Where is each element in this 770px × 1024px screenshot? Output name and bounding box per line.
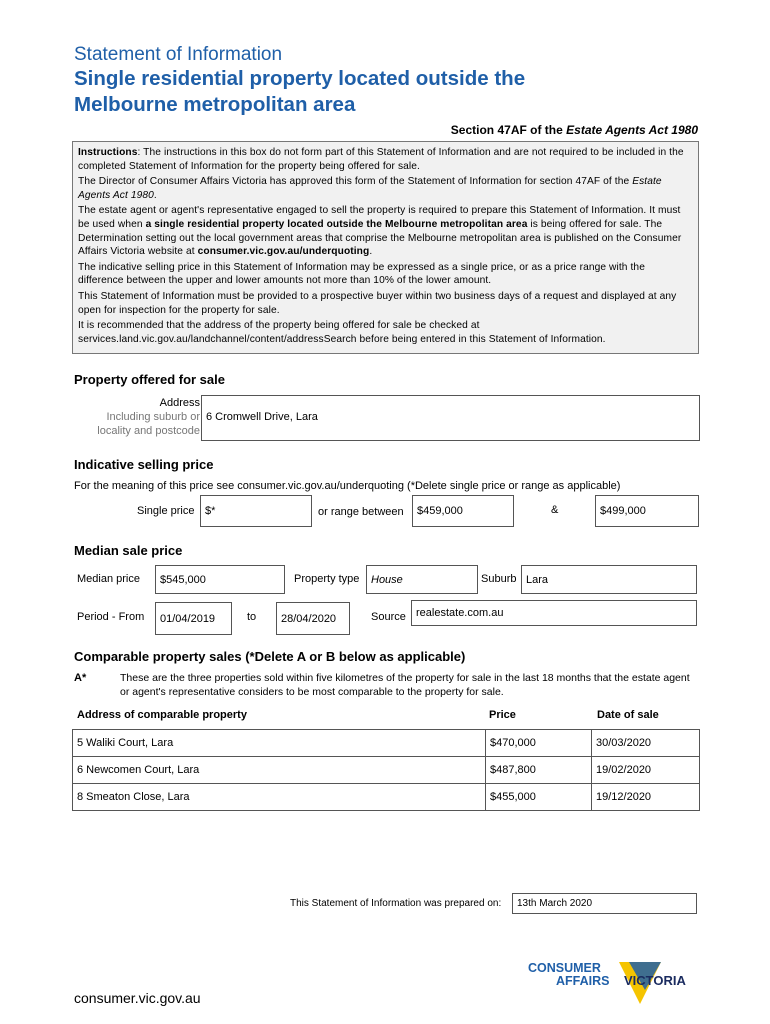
instructions-p3 (78, 204, 693, 258)
instructions-p4: The indicative selling price in this Statement of Information may be expressed as a single price, or as a price range with the difference between the upper and lower amounts not more than 10% of the lower amount. (78, 261, 645, 287)
instructions-label: Instructions (78, 147, 138, 158)
logo-affairs-text: AFFAIRS (556, 974, 610, 988)
range-label: or range between (318, 506, 404, 518)
logo-consumer-text: CONSUMER (528, 961, 601, 975)
comparable-date-cell[interactable]: 30/03/2020 (592, 730, 700, 757)
range-high-field[interactable]: $499,000 (595, 495, 699, 527)
comparable-table (72, 729, 700, 811)
period-label: Period - From (77, 611, 145, 623)
median-heading: Median sale price (74, 543, 183, 558)
table-row (73, 784, 700, 811)
instructions-p3-text2: is being offered for sale. The Determination setting out the local government areas that comprise the Melbourne metropolitan area is published on the Consumer Affairs Victoria website at (78, 218, 682, 258)
comparable-address-cell[interactable]: 8 Smeaton Close, Lara (73, 784, 486, 811)
title-line-1: Single residential property located outside the (74, 67, 526, 90)
form-subtitle: Statement of Information (74, 44, 283, 65)
comparable-price-cell[interactable]: $455,000 (486, 784, 592, 811)
prepared-label: This Statement of Information was prepared on: (290, 898, 502, 909)
property-type-field[interactable]: House (366, 565, 478, 594)
property-type-label: Property type (294, 573, 360, 585)
address-label (74, 396, 200, 438)
property-heading: Property offered for sale (74, 372, 225, 387)
comparable-address-cell[interactable]: 6 Newcomen Court, Lara (73, 757, 486, 784)
instructions-p2 (78, 175, 693, 202)
range-separator: & (551, 504, 559, 516)
instructions-p6: It is recommended that the address of the property being offered for sale be checked at services.land.vic.gov.au/landchannel/content/addressSearch before being entered in this Statement of Information. (78, 320, 606, 345)
page-title (74, 66, 525, 118)
instructions-p2-end: . (153, 189, 157, 201)
section-act: Estate Agents Act 1980 (566, 123, 698, 137)
section-reference (451, 123, 698, 137)
comparable-price-cell[interactable]: $470,000 (486, 730, 592, 757)
comparable-description: These are the three properties sold within five kilometres of the property for sale in the last 18 months that the estate agent or agent's representative considers to be most comparable to the property for sale. (120, 672, 690, 698)
address-label-line3: locality and postcode (97, 425, 200, 437)
instructions-p1-text: : The instructions in this box do not form part of this Statement of Information and are not required to be included in the completed Statement of Information for the property being offered for sale. (78, 147, 684, 172)
selling-price-note: For the meaning of this price see consumer.vic.gov.au/underquoting (*Delete single price or range as applicable) (74, 480, 621, 492)
address-field[interactable]: 6 Cromwell Drive, Lara (201, 395, 700, 441)
instructions-p3-end: . (369, 246, 373, 258)
range-low-field[interactable]: $459,000 (412, 495, 514, 527)
table-row (73, 730, 700, 757)
instructions-p3-text: The estate agent or agent's representative engaged to sell the property is required to prepare this Statement of Information. It must be used when (78, 205, 681, 230)
address-label-line1: Address (159, 397, 200, 409)
title-line-2: Melbourne metropolitan area (74, 93, 356, 116)
col-header-price: Price (489, 709, 516, 721)
comparable-date-cell[interactable]: 19/12/2020 (592, 784, 700, 811)
section-prefix: Section 47AF of the (450, 123, 567, 137)
instructions-p2-text: The Director of Consumer Affairs Victoria has approved this form of the Statement of Information for section 47AF of the (78, 176, 633, 188)
address-label-line2: Including suburb or (106, 411, 200, 423)
instructions-p3-bold: a single residential property located outside the Melbourne metropolitan area (145, 218, 528, 230)
instructions-box (72, 141, 699, 354)
single-price-field[interactable]: $* (200, 495, 312, 527)
comparable-price-cell[interactable]: $487,800 (486, 757, 592, 784)
period-to-field[interactable]: 28/04/2020 (276, 602, 350, 635)
logo-victoria-text: VICTORIA (624, 973, 686, 988)
selling-price-heading: Indicative selling price (74, 457, 214, 472)
suburb-field[interactable]: Lara (521, 565, 697, 594)
consumer-affairs-victoria-logo (528, 960, 700, 1006)
source-field[interactable]: realestate.com.au (411, 600, 697, 626)
median-price-field[interactable]: $545,000 (155, 565, 285, 594)
comparable-address-cell[interactable]: 5 Waliki Court, Lara (73, 730, 486, 757)
col-header-address: Address of comparable property (77, 709, 247, 721)
suburb-label: Suburb (481, 573, 517, 585)
comparable-date-cell[interactable]: 19/02/2020 (592, 757, 700, 784)
col-header-date: Date of sale (597, 709, 659, 721)
period-to-label: to (247, 611, 257, 623)
instructions-p5: This Statement of Information must be provided to a prospective buyer within two business days of a request and displayed at any open for inspection for the property for sale. (78, 290, 677, 316)
instructions-p3-url: consumer.vic.gov.au/underquoting (197, 246, 370, 258)
instructions-p1 (78, 146, 693, 173)
instructions-p2-act: Estate Agents Act 1980 (78, 176, 662, 201)
single-price-label: Single price (137, 505, 195, 517)
source-label: Source (371, 611, 406, 623)
footer-url: consumer.vic.gov.au (74, 990, 201, 1006)
table-row (73, 757, 700, 784)
median-price-label: Median price (77, 573, 140, 585)
comparable-heading: Comparable property sales (*Delete A or B below as applicable) (74, 649, 466, 664)
period-from-field[interactable]: 01/04/2019 (155, 602, 232, 635)
option-a-marker: A* (74, 672, 87, 684)
prepared-date-field[interactable]: 13th March 2020 (512, 893, 697, 914)
